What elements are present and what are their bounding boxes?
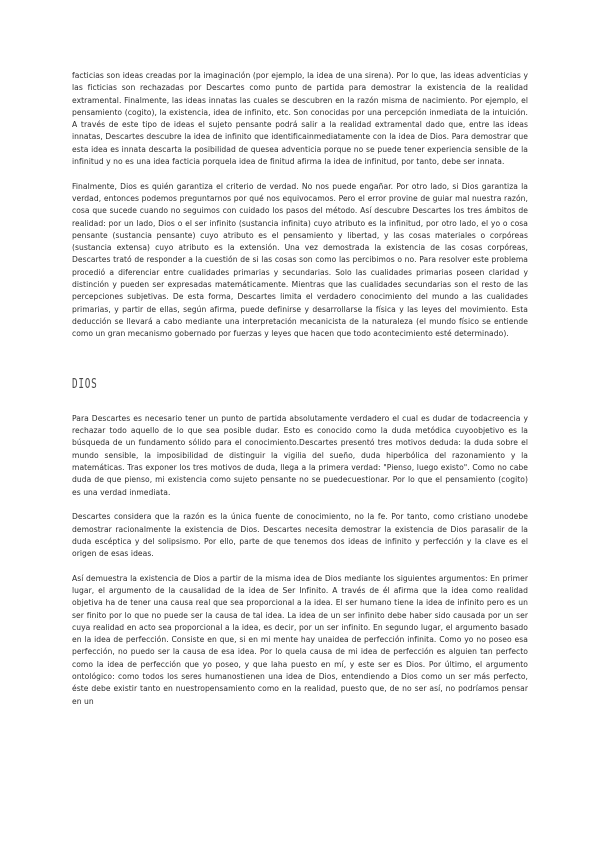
paragraph-razon-fe: Descartes considera que la razón es la única fuente de conocimiento, no la fe. Por tanto, como cristiano unodebe demostrar racionalmente la existencia de Dios. Descartes necesita demostrar la existencia de Dios parasalir de la duda escéptica y del solipsismo. Por ello, parte de que tenemos dos ideas de infinito y perfección y la clave es el origen de esas ideas.	[72, 512, 528, 559]
paragraph-ideas-innatas: facticias son ideas creadas por la imaginación (por ejemplo, la idea de una sirena). Por lo que, las ideas adventicias y las ficticias son rechazadas por Descartes como punto de partida para demostrar la existencia de la realidad extramental. Finalmente, las ideas innatas las cuales se descubren en la razón misma de nacimiento. Por ejemplo, el pensamiento (cogito), la existencia, idea de infinito, etc. Son conocidas por una percepción inmediata de la intuición. A través de este tipo de ideas el sujeto pensante podrá salir a la realidad extramental dado que, entre las ideas innatas, Descartes descubre la idea de infinito que identificainmediatamente con la idea de Dios. Para demostrar que esta idea es innata descarta la posibilidad de quesea adventicia porque no se puede tener experiencia sensible de la infinitud y no es una idea facticia porquela idea de finitud afirma la idea de infinitud, por tanto, debe ser innata.	[72, 71, 528, 167]
section-title: DIOS	[72, 376, 98, 392]
paragraph-duda-metodica: Para Descartes es necesario tener un punto de partida absolutamente verdadero el cual es dudar de todacreencia y rechazar todo aquello de lo que sea posible dudar. Esto es conocido como la duda metódica cuyoobjetivo es la búsqueda de un fundamento sólido para el conocimiento.Descartes presentó tres motivos deduda: la duda sobre el mundo sensible, la imposibilidad de distinguir la vigilia del sueño, duda hiperbólica del razonamiento y la matemáticas. Tras exponer los tres motivos de duda, llega a la primera verdad: "Pienso, luego existo". Como no cabe duda de que pienso, mi existencia como sujeto pensante no se puedecuestionar. Por lo que el pensamiento (cogito) es una verdad inmediata.	[72, 413, 528, 497]
paragraph-criterio-verdad: Finalmente, Dios es quién garantiza el criterio de verdad. No nos puede engañar. Por otro lado, si Dios garantiza la verdad, entonces podemos preguntarnos por qué nos equivocamos. Pero el error provine de guiar mal nuestra razón, cosa que sucede cuando no seguimos con cuidado los pasos del método. Así descubre Descartes los tres ámbitos de realidad: por un lado, Dios o el ser infinito (sustancia infinita) cuyo atributo es la infinitud, por otro lado, el yo o cosa pensante (sustancia pensante) cuyo atributo es el pensamiento y libertad, y las cosas materiales o corpóreas (sustancia extensa) cuyo atributo es la extensión. Una vez demostrada la existencia de las cosas corpóreas, Descartes trató de responder a la cuestión de si las cosas son como las percibimos o no. Para resolver este problema procedió a diferenciar entre cualidades primarias y secundarias. Solo las cualidades primarias poseen claridad y distinción y pueden ser expresadas matemáticamente. Mientras que las cualidades secundarias son el resto de las percepciones subjetivas. De esta forma, Descartes limita el verdadero conocimiento del mundo a las cualidades primarias, y partir de ellas, según afirma, puede definirse y desarrollarse la física y las leyes del movimiento. Esta deducción se llevará a cabo mediante una interpretación mecanicista de la naturaleza (el mundo físico se entiende como un gran mecanismo gobernado por fuerzas y leyes que hacen que todo acontecimiento esté determinado).	[72, 181, 528, 339]
document-body	[72, 70, 528, 720]
paragraph-argumentos-dios: Así demuestra la existencia de Dios a partir de la misma idea de Dios mediante los siguientes argumentos: En primer lugar, el argumento de la causalidad de la idea de Ser Infinito. A través de él afirma que la idea como realidad objetiva ha de tener una causa real que sea proporcional a la idea. El ser humano tiene la idea de infinito pero es un ser finito por lo que no puede ser la causa de tal idea. La idea de un ser infinito debe haber sido causada por un ser cuya realidad en acto sea proporcional a la idea, es decir, por un ser infinito. En segundo lugar, el argumento basado en la idea de perfección. Consiste en que, si en mi mente hay unaidea de perfección infinita. Como yo no poseo esa perfección, no puedo ser la causa de esa idea. Por lo quela causa de mi idea de perfección es alguien tan perfecto como la idea de perfección que yo poseo, y que laha puesto en mí, y este ser es Dios. Por último, el argumento ontológico: como todos los seres humanostienen una idea de Dios, entendiendo a Dios como un ser más perfecto, éste debe existir tanto en nuestropensamiento como en la realidad, puesto que, de no ser así, no podríamos pensar en un	[72, 573, 528, 706]
